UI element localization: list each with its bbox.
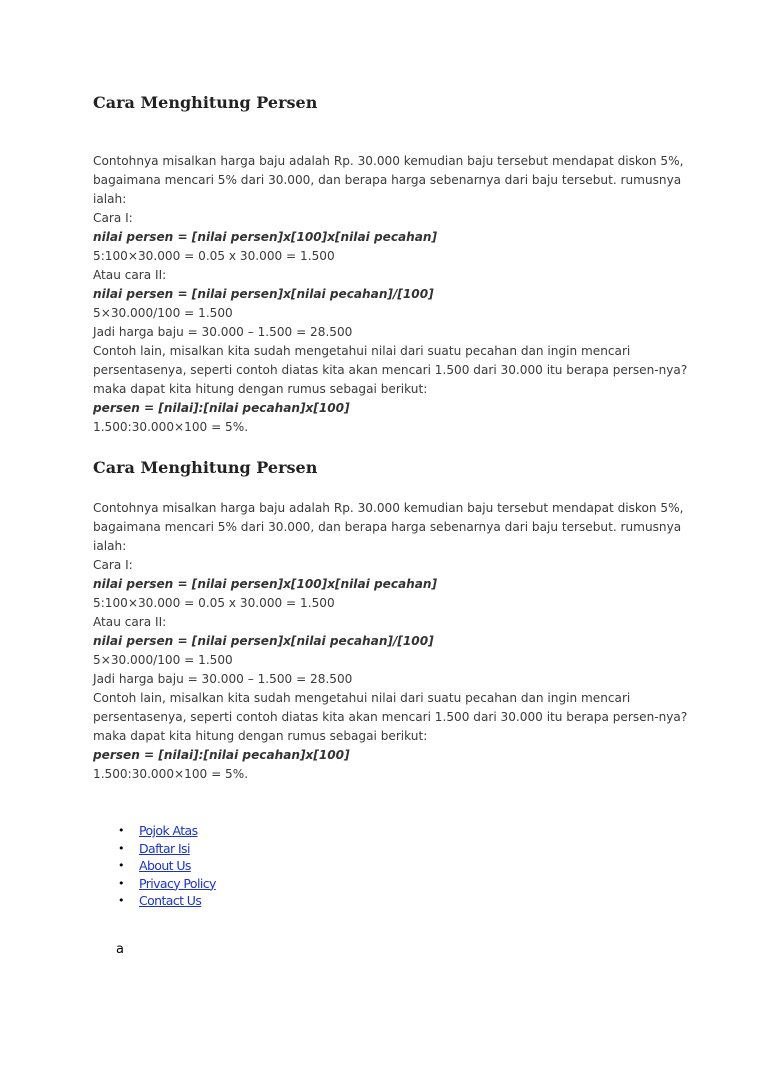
link-contact-us[interactable]: Contact Us [139,893,202,908]
section-1-body [93,152,703,437]
text-line: 5:100×30.000 = 0.05 x 30.000 = 1.500 [93,596,335,610]
link-daftar-isi[interactable]: Daftar Isi [139,840,190,856]
formula-line: nilai persen = [nilai persen]x[100]x[nilai pecahan] [93,230,438,244]
bullet-icon: • [118,859,125,872]
list-item [118,892,216,910]
formula-line: nilai persen = [nilai persen]x[100]x[nilai pecahan] [93,577,438,591]
section-2-body [93,499,703,784]
text-line: persentasenya, seperti contoh diatas kita akan mencari 1.500 dari 30.000 itu berapa persen-nya? [93,363,688,377]
footer-link-list [118,822,216,910]
text-line: maka dapat kita hitung dengan rumus sebagai berikut: [93,382,428,396]
text-line: Jadi harga baju = 30.000 – 1.500 = 28.500 [93,672,353,686]
section-1-title: Cara Menghitung Persen [93,93,318,112]
text-line: 5×30.000/100 = 1.500 [93,653,233,667]
text-line: Contoh lain, misalkan kita sudah mengetahui nilai dari suatu pecahan dan ingin mencari [93,691,631,705]
text-line: Cara I: [93,558,133,572]
link-privacy-policy[interactable]: Privacy Policy [139,875,216,891]
list-item [118,822,216,840]
bullet-icon: • [118,841,125,855]
text-line: ialah: [93,192,127,206]
list-item [118,875,216,893]
text-line: 1.500:30.000×100 = 5%. [93,767,249,781]
formula-line: nilai persen = [nilai persen]x[nilai pecahan]/[100] [93,287,434,301]
text-line: maka dapat kita hitung dengan rumus sebagai berikut: [93,729,428,743]
text-line: persentasenya, seperti contoh diatas kita akan mencari 1.500 dari 30.000 itu berapa persen-nya? [93,710,688,724]
link-pojok-atas[interactable]: Pojok Atas [139,823,198,838]
formula-line: nilai persen = [nilai persen]x[nilai pecahan]/[100] [93,634,434,648]
text-line: Atau cara II: [93,268,167,282]
bullet-icon: • [118,894,125,907]
trailing-text: a [116,942,124,957]
bullet-icon: • [118,876,125,890]
text-line: Contoh lain, misalkan kita sudah mengetahui nilai dari suatu pecahan dan ingin mencari [93,344,631,358]
text-line: Jadi harga baju = 30.000 – 1.500 = 28.500 [93,325,353,339]
text-line: 5:100×30.000 = 0.05 x 30.000 = 1.500 [93,249,335,263]
formula-line: persen = [nilai]:[nilai pecahan]x[100] [93,748,350,762]
section-2-title: Cara Menghitung Persen [93,458,318,477]
text-line: 5×30.000/100 = 1.500 [93,306,233,320]
text-line: bagaimana mencari 5% dari 30.000, dan berapa harga sebenarnya dari baju tersebut. rumusnya [93,520,682,534]
text-line: 1.500:30.000×100 = 5%. [93,420,249,434]
text-line: bagaimana mencari 5% dari 30.000, dan berapa harga sebenarnya dari baju tersebut. rumusnya [93,173,682,187]
text-line: Atau cara II: [93,615,167,629]
bullet-icon: • [118,824,125,837]
text-line: Contohnya misalkan harga baju adalah Rp. 30.000 kemudian baju tersebut mendapat diskon 5%, [93,154,684,168]
text-line: Cara I: [93,211,133,225]
text-line: ialah: [93,539,127,553]
list-item [118,840,216,858]
link-about-us[interactable]: About Us [139,858,191,873]
formula-line: persen = [nilai]:[nilai pecahan]x[100] [93,401,350,415]
list-item [118,857,216,875]
text-line: Contohnya misalkan harga baju adalah Rp. 30.000 kemudian baju tersebut mendapat diskon 5%, [93,501,684,515]
